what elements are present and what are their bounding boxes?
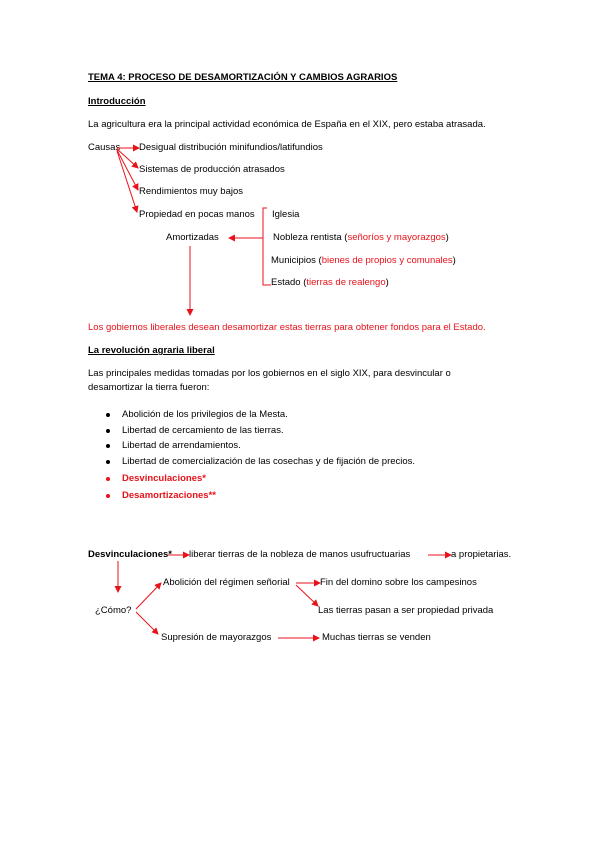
owner-detail: tierras de realengo (306, 277, 386, 288)
desvinculaciones-step1: liberar tierras de la nobleza de manos usufructuarias (189, 549, 411, 560)
document-title: TEMA 4: PROCESO DE DESAMORTIZACIÓN Y CAMBIOS AGRARIOS (88, 72, 398, 83)
arrow-icon (136, 583, 161, 609)
arrow-icon (136, 612, 158, 634)
como-label: ¿Cómo? (95, 605, 132, 616)
measure-item: Libertad de comercialización de las cosechas y de fijación de precios. (122, 456, 416, 467)
measure-item: Abolición de los privilegios de la Mesta. (122, 409, 288, 420)
causas-label: Causas (88, 142, 121, 153)
amortizadas-label: Amortizadas (166, 232, 219, 243)
muchas-label: Muchas tierras se venden (322, 632, 431, 643)
owner-detail: señoríos y mayorazgos (347, 232, 446, 243)
owner-text: Municipios ( (271, 255, 322, 266)
desvinculaciones-step2: a propietarias. (451, 549, 512, 560)
arrow-icon (296, 585, 318, 606)
fin-label: Fin del domino sobre los campesinos (320, 577, 477, 588)
owner-text-close: ) (445, 232, 449, 243)
revolucion-paragraph-line2: desamortizar la tierra fueron: (88, 382, 210, 393)
revolucion-paragraph-line1: Las principales medidas tomadas por los gobiernos en el siglo XIX, para desvincular o (88, 368, 451, 379)
measure-item: Libertad de arrendamientos. (122, 440, 241, 451)
owner-detail: bienes de propios y comunales (321, 255, 453, 266)
causa-item: Desigual distribución minifundios/latifundios (139, 142, 323, 153)
arrow-icon (117, 149, 138, 168)
measure-item-red: Desamortizaciones** (122, 490, 216, 501)
measure-item-red: Desvinculaciones* (122, 473, 206, 484)
measure-item: Libertad de cercamiento de las tierras. (122, 425, 284, 436)
intro-heading: Introducción (88, 96, 146, 107)
owner-text-close: ) (385, 277, 389, 288)
causa-item: Rendimientos muy bajos (139, 186, 244, 197)
owner-text: Iglesia (272, 209, 300, 220)
desvinculaciones-label: Desvinculaciones* (88, 549, 172, 560)
owner-text-close: ) (452, 255, 456, 266)
intro-conclusion: Los gobiernos liberales desean desamortizar estas tierras para obtener fondos para el Estado. (88, 322, 486, 333)
causa-item: Propiedad en pocas manos (139, 209, 255, 220)
owner-text: Estado ( (271, 277, 307, 288)
owner-text: Nobleza rentista ( (273, 232, 348, 243)
bracket-icon (263, 208, 271, 285)
causa-item: Sistemas de producción atrasados (139, 164, 285, 175)
revolucion-heading: La revolución agraria liberal (88, 345, 215, 356)
tierras-label: Las tierras pasan a ser propiedad privada (318, 605, 494, 616)
intro-paragraph: La agricultura era la principal actividad económica de España en el XIX, pero estaba atrasada. (88, 119, 486, 130)
supresion-label: Supresión de mayorazgos (161, 632, 272, 643)
abolicion-label: Abolición del régimen señorial (163, 577, 290, 588)
